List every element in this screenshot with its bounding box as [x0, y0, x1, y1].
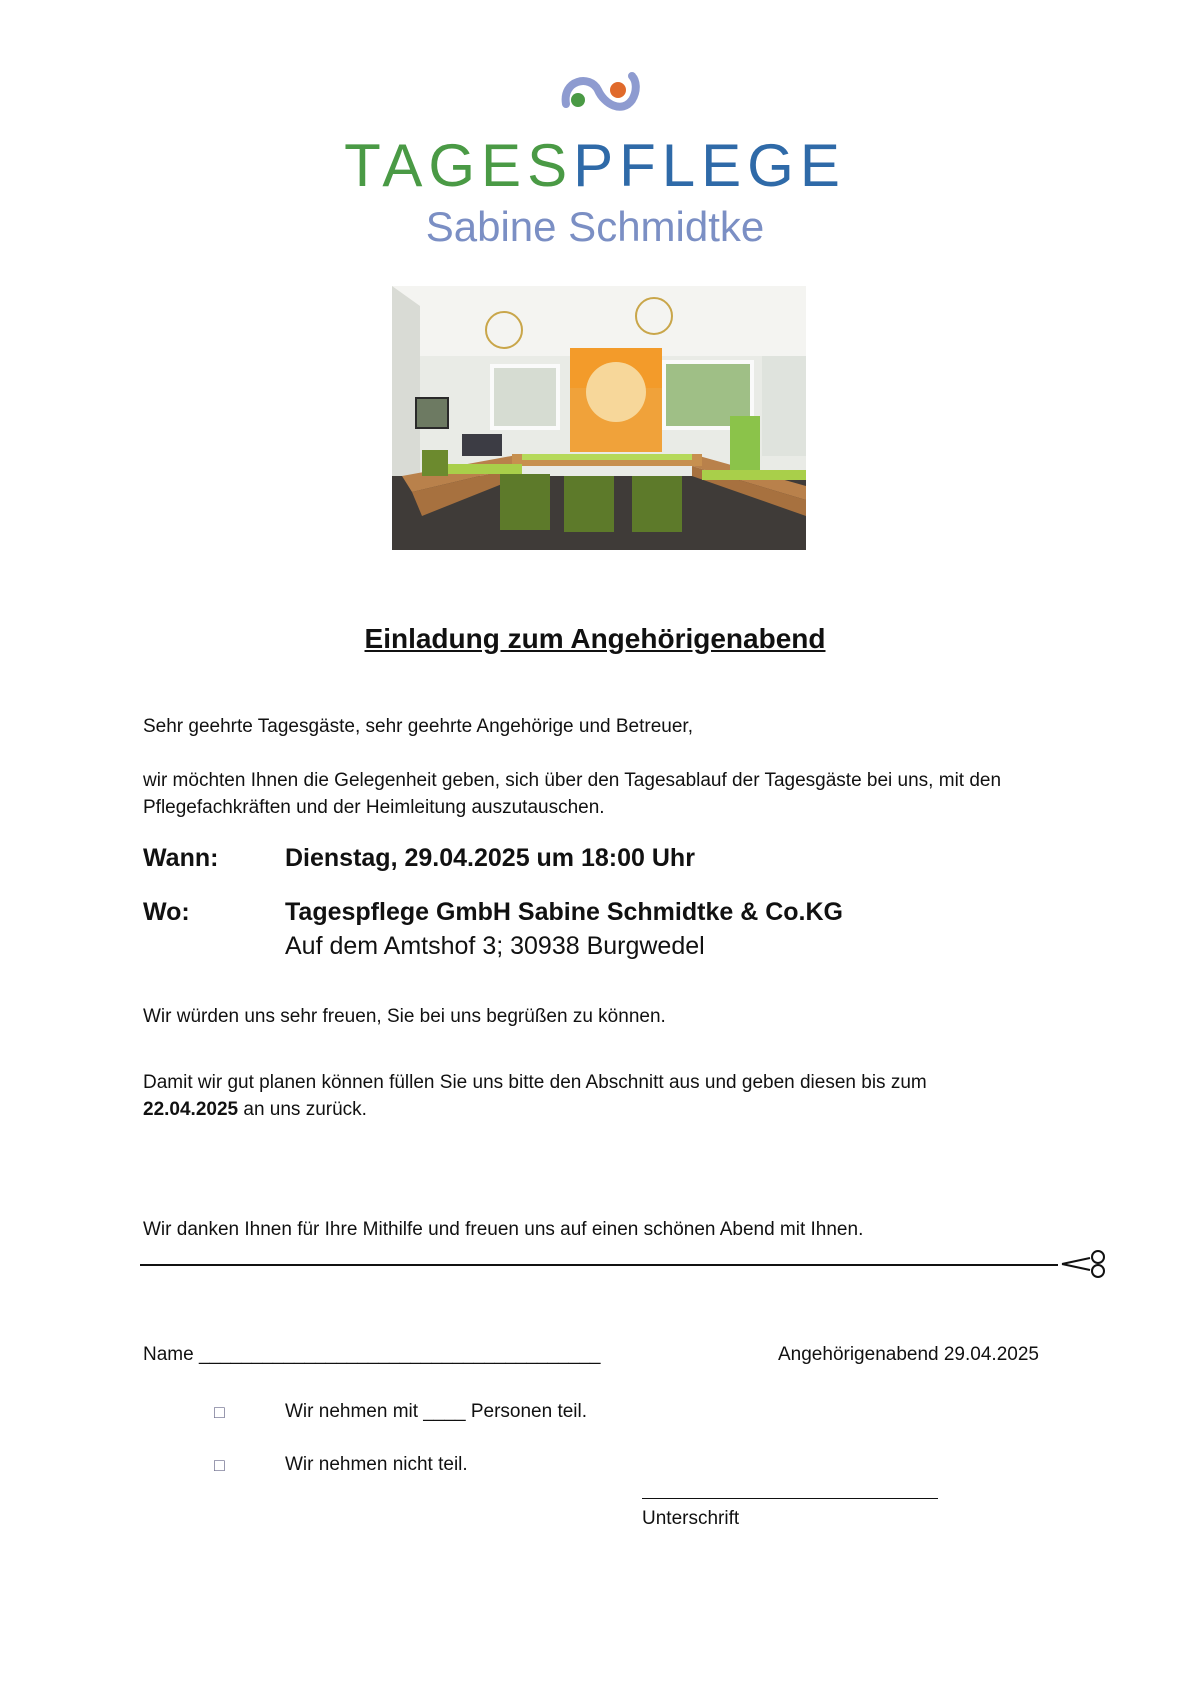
when-value: Dienstag, 29.04.2025 um 18:00 Uhr — [285, 844, 695, 872]
where-name: Tagespflege GmbH Sabine Schmidtke & Co.KG — [285, 898, 843, 926]
brand-subtitle: Sabine Schmidtke — [425, 203, 765, 250]
intro-text: wir möchten Ihnen die Gelegenheit geben, sich über den Tagesablauf der Tagesgäste bei uns, mit den Pflegefachkräften und der Heimleitung auszutauschen. — [143, 770, 1002, 818]
plan-text-main: Damit wir gut planen können füllen Sie uns bitte den Abschnitt aus und geben diesen bis zum — [143, 1072, 927, 1093]
logo-symbol-icon — [560, 70, 644, 120]
brand-name — [0, 132, 1190, 199]
option-decline-label: Wir nehmen nicht teil. — [285, 1454, 468, 1475]
brand-name-part1: TAGES — [344, 132, 574, 199]
scissors-icon — [1060, 1250, 1110, 1278]
option-attend-label: Wir nehmen mit ____ Personen teil. — [285, 1401, 588, 1422]
thanks-text: Wir danken Ihnen für Ihre Mithilfe und freuen uns auf einen schönen Abend mit Ihnen. — [143, 1219, 864, 1240]
when-label: Wann: — [143, 844, 219, 872]
deadline-suffix: an uns zurück. — [238, 1099, 367, 1120]
cut-line — [140, 1264, 1058, 1266]
dining-room-photo — [392, 286, 806, 550]
greeting-text: Sehr geehrte Tagesgäste, sehr geehrte Angehörige und Betreuer, — [143, 716, 693, 737]
where-address: Auf dem Amtshof 3; 30938 Burgwedel — [285, 932, 705, 960]
welcome-text: Wir würden uns sehr freuen, Sie bei uns begrüßen zu können. — [143, 1006, 666, 1027]
plan-text — [143, 1069, 1083, 1123]
checkbox-attend[interactable]: □ — [214, 1402, 225, 1422]
signature-label: Unterschrift — [642, 1508, 740, 1529]
page-title: Einladung zum Angehörigenabend — [364, 623, 826, 654]
brand-name-part2: PFLEGE — [573, 132, 846, 199]
where-label: Wo: — [143, 898, 190, 926]
name-field[interactable]: Name ______________________________________ — [143, 1344, 601, 1365]
deadline-date: 22.04.2025 — [143, 1099, 239, 1120]
event-reference: Angehörigenabend 29.04.2025 — [778, 1344, 1039, 1365]
signature-line[interactable] — [642, 1498, 938, 1499]
checkbox-decline[interactable]: □ — [214, 1455, 225, 1475]
